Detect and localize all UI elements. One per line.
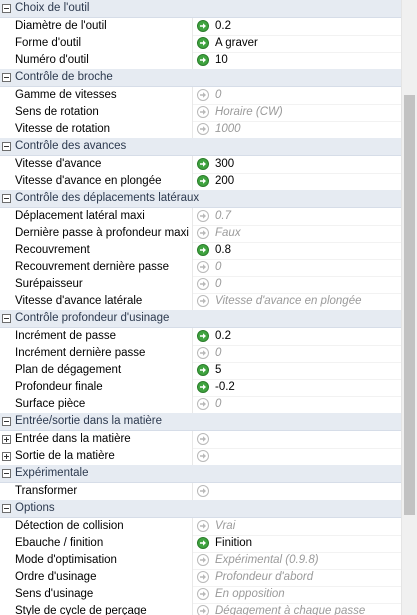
property-row-vitesse-d-avance[interactable] bbox=[0, 156, 401, 173]
property-value-cell[interactable] bbox=[193, 328, 401, 346]
property-row-deplacement-lateral-maxi[interactable] bbox=[0, 208, 401, 225]
grey-arrow-circle-icon[interactable] bbox=[197, 571, 209, 583]
property-name: Ebauche / finition bbox=[15, 537, 104, 549]
grey-arrow-circle-icon[interactable] bbox=[197, 398, 209, 410]
property-row-sens-d-usinage[interactable] bbox=[0, 586, 401, 603]
property-value[interactable]: 0 bbox=[215, 89, 222, 101]
property-value-cell[interactable] bbox=[193, 156, 401, 174]
property-name: Style de cycle de perçage bbox=[15, 605, 147, 615]
property-name: Incrément dernière passe bbox=[15, 347, 146, 359]
property-name-cell[interactable] bbox=[0, 569, 193, 587]
property-row-style-de-cycle-de-percage[interactable] bbox=[0, 603, 401, 615]
category-label: Expérimentale bbox=[15, 467, 89, 479]
collapse-icon[interactable] bbox=[2, 73, 11, 82]
property-name: Transformer bbox=[15, 485, 78, 497]
property-value-cell[interactable] bbox=[193, 173, 401, 191]
green-arrow-circle-icon[interactable] bbox=[197, 364, 209, 376]
property-name-cell[interactable] bbox=[0, 156, 193, 174]
property-name: Vitesse de rotation bbox=[15, 123, 111, 135]
property-row-derniere-passe-a-profondeur-maxi[interactable] bbox=[0, 225, 401, 242]
category-options[interactable] bbox=[0, 500, 401, 518]
property-name: Sens de rotation bbox=[15, 106, 99, 118]
property-name-cell[interactable] bbox=[0, 104, 193, 122]
property-value[interactable]: Finition bbox=[215, 537, 253, 549]
property-value-cell[interactable] bbox=[193, 431, 401, 449]
property-value[interactable]: Vitesse d'avance en plongée bbox=[215, 295, 362, 307]
property-name-cell[interactable] bbox=[0, 259, 193, 277]
property-row-ordre-d-usinage[interactable] bbox=[0, 569, 401, 586]
grey-arrow-circle-icon[interactable] bbox=[197, 554, 209, 566]
property-name-cell[interactable] bbox=[0, 483, 193, 501]
property-name-cell[interactable] bbox=[0, 173, 193, 191]
grey-arrow-circle-icon[interactable] bbox=[197, 605, 209, 615]
property-value-cell[interactable] bbox=[193, 603, 401, 615]
property-value-cell[interactable] bbox=[193, 586, 401, 604]
property-value-cell[interactable] bbox=[193, 104, 401, 122]
property-name: Diamètre de l'outil bbox=[15, 20, 107, 32]
property-value[interactable]: 0 bbox=[215, 398, 222, 410]
property-name: Vitesse d'avance en plongée bbox=[15, 175, 162, 187]
property-value-cell[interactable] bbox=[193, 259, 401, 277]
grey-arrow-circle-icon[interactable] bbox=[197, 106, 209, 118]
property-value-cell[interactable] bbox=[193, 345, 401, 363]
property-name-cell[interactable] bbox=[0, 552, 193, 570]
category-label: Choix de l'outil bbox=[15, 2, 90, 14]
property-value[interactable]: 0 bbox=[215, 347, 222, 359]
property-value[interactable]: A graver bbox=[215, 37, 258, 49]
property-row-entree-dans-la-matiere[interactable] bbox=[0, 431, 401, 448]
property-row-mode-d-optimisation[interactable] bbox=[0, 552, 401, 569]
property-row-increment-derniere-passe[interactable] bbox=[0, 345, 401, 362]
collapse-icon[interactable] bbox=[2, 4, 11, 13]
category-choix-de-l-outil[interactable] bbox=[0, 0, 401, 18]
property-value[interactable]: -0.2 bbox=[215, 381, 235, 393]
property-value[interactable]: En opposition bbox=[215, 588, 285, 600]
property-name: Déplacement latéral maxi bbox=[15, 210, 145, 222]
property-value[interactable]: 1000 bbox=[215, 123, 241, 135]
property-name-cell[interactable] bbox=[0, 35, 193, 53]
property-name: Dernière passe à profondeur maxi bbox=[15, 227, 189, 239]
grey-arrow-circle-icon[interactable] bbox=[197, 227, 209, 239]
green-arrow-circle-icon[interactable] bbox=[197, 158, 209, 170]
property-row-recouvrement-derniere-passe[interactable] bbox=[0, 259, 401, 276]
property-value-cell[interactable] bbox=[193, 448, 401, 466]
category-entree-sortie-dans-la-matiere[interactable] bbox=[0, 413, 401, 431]
category-label: Contrôle des avances bbox=[15, 140, 127, 152]
property-row-recouvrement[interactable] bbox=[0, 242, 401, 259]
grey-arrow-circle-icon[interactable] bbox=[197, 485, 209, 497]
grey-arrow-circle-icon[interactable] bbox=[197, 89, 209, 101]
property-row-transformer[interactable] bbox=[0, 483, 401, 500]
property-value-cell[interactable] bbox=[193, 52, 401, 70]
green-arrow-circle-icon[interactable] bbox=[197, 175, 209, 187]
property-name: Sens d'usinage bbox=[15, 588, 94, 600]
property-name: Entrée dans la matière bbox=[15, 433, 131, 445]
grey-arrow-circle-icon[interactable] bbox=[197, 123, 209, 135]
property-row-diametre-de-l-outil[interactable] bbox=[0, 18, 401, 35]
grey-arrow-circle-icon[interactable] bbox=[197, 588, 209, 600]
property-value-cell[interactable] bbox=[193, 396, 401, 414]
collapse-icon[interactable] bbox=[2, 194, 11, 203]
category-controle-des-avances[interactable] bbox=[0, 138, 401, 156]
property-name: Surface pièce bbox=[15, 398, 86, 410]
scrollbar-thumb[interactable] bbox=[404, 95, 415, 515]
property-value[interactable]: 10 bbox=[215, 54, 228, 66]
property-name: Plan de dégagement bbox=[15, 364, 122, 376]
green-arrow-circle-icon[interactable] bbox=[197, 537, 209, 549]
property-row-numero-d-outil[interactable] bbox=[0, 52, 401, 69]
property-value-cell[interactable] bbox=[193, 208, 401, 226]
category-label: Options bbox=[15, 502, 55, 514]
property-value[interactable]: Vrai bbox=[215, 520, 236, 532]
property-name-cell[interactable] bbox=[0, 431, 193, 449]
category-controle-de-broche[interactable] bbox=[0, 69, 401, 87]
property-name: Numéro d'outil bbox=[15, 54, 89, 66]
expand-icon[interactable] bbox=[2, 452, 11, 461]
property-row-detection-de-collision[interactable] bbox=[0, 518, 401, 535]
property-name-cell[interactable] bbox=[0, 293, 193, 311]
green-arrow-circle-icon[interactable] bbox=[197, 381, 209, 393]
property-row-vitesse-d-avance-en-plongee[interactable] bbox=[0, 173, 401, 190]
property-value-cell[interactable] bbox=[193, 87, 401, 105]
grey-arrow-circle-icon[interactable] bbox=[197, 210, 209, 222]
collapse-icon[interactable] bbox=[2, 142, 11, 151]
property-value-cell[interactable] bbox=[193, 293, 401, 311]
property-name-cell[interactable] bbox=[0, 87, 193, 105]
property-value-cell[interactable] bbox=[193, 225, 401, 243]
property-value[interactable]: 0.2 bbox=[215, 330, 231, 342]
grey-arrow-circle-icon[interactable] bbox=[197, 261, 209, 273]
grey-arrow-circle-icon[interactable] bbox=[197, 278, 209, 290]
property-name-cell[interactable] bbox=[0, 345, 193, 363]
category-label: Contrôle profondeur d'usinage bbox=[15, 312, 170, 324]
property-value-cell[interactable] bbox=[193, 379, 401, 397]
category-controle-profondeur-d-usinage[interactable] bbox=[0, 310, 401, 328]
property-value-cell[interactable] bbox=[193, 552, 401, 570]
property-name-cell[interactable] bbox=[0, 225, 193, 243]
property-row-surepaisseur[interactable] bbox=[0, 276, 401, 293]
property-row-profondeur-finale[interactable] bbox=[0, 379, 401, 396]
collapse-icon[interactable] bbox=[2, 469, 11, 478]
property-value[interactable]: 300 bbox=[215, 158, 235, 170]
green-arrow-circle-icon[interactable] bbox=[197, 244, 209, 256]
property-name-cell[interactable] bbox=[0, 396, 193, 414]
property-name: Forme d'outil bbox=[15, 37, 82, 49]
property-name: Mode d'optimisation bbox=[15, 554, 117, 566]
collapse-icon[interactable] bbox=[2, 504, 11, 513]
property-value-cell[interactable] bbox=[193, 518, 401, 536]
property-value[interactable]: Expérimental (0.9.8) bbox=[215, 554, 319, 566]
property-row-ebauche-finition[interactable] bbox=[0, 535, 401, 552]
green-arrow-circle-icon[interactable] bbox=[197, 54, 209, 66]
property-value[interactable]: Dégagement à chaque passe bbox=[215, 605, 366, 615]
property-name: Profondeur finale bbox=[15, 381, 103, 393]
property-row-increment-de-passe[interactable] bbox=[0, 328, 401, 345]
property-name-cell[interactable] bbox=[0, 52, 193, 70]
property-value-cell[interactable] bbox=[193, 35, 401, 53]
collapse-icon[interactable] bbox=[2, 314, 11, 323]
category-label: Contrôle de broche bbox=[15, 71, 113, 83]
green-arrow-circle-icon[interactable] bbox=[197, 20, 209, 32]
property-name-cell[interactable] bbox=[0, 276, 193, 294]
property-row-plan-de-degagement[interactable] bbox=[0, 362, 401, 379]
property-name-cell[interactable] bbox=[0, 328, 193, 346]
property-name: Recouvrement bbox=[15, 244, 90, 256]
property-name: Détection de collision bbox=[15, 520, 124, 532]
property-name-cell[interactable] bbox=[0, 362, 193, 380]
property-value-cell[interactable] bbox=[193, 121, 401, 139]
property-name: Incrément de passe bbox=[15, 330, 117, 342]
green-arrow-circle-icon[interactable] bbox=[197, 37, 209, 49]
grey-arrow-circle-icon[interactable] bbox=[197, 433, 209, 445]
grey-arrow-circle-icon[interactable] bbox=[197, 295, 209, 307]
property-name-cell[interactable] bbox=[0, 518, 193, 536]
property-value[interactable]: Horaire (CW) bbox=[215, 106, 283, 118]
category-label: Contrôle des déplacements latéraux bbox=[15, 192, 200, 204]
grey-arrow-circle-icon[interactable] bbox=[197, 347, 209, 359]
property-value[interactable]: 0 bbox=[215, 278, 222, 290]
property-name: Surépaisseur bbox=[15, 278, 83, 290]
category-controle-des-deplacements-lateraux[interactable] bbox=[0, 190, 401, 208]
property-name: Sortie de la matière bbox=[15, 450, 115, 462]
property-name-cell[interactable] bbox=[0, 18, 193, 36]
property-row-vitesse-d-avance-laterale[interactable] bbox=[0, 293, 401, 310]
property-value[interactable]: 5 bbox=[215, 364, 222, 376]
property-value[interactable]: 200 bbox=[215, 175, 235, 187]
property-value-cell[interactable] bbox=[193, 362, 401, 380]
vertical-scrollbar[interactable] bbox=[401, 0, 417, 615]
property-name-cell[interactable] bbox=[0, 603, 193, 615]
property-value-cell[interactable] bbox=[193, 242, 401, 260]
property-value[interactable]: Profondeur d'abord bbox=[215, 571, 314, 583]
property-value-cell[interactable] bbox=[193, 535, 401, 553]
category-label: Entrée/sortie dans la matière bbox=[15, 415, 163, 427]
category-experimentale[interactable] bbox=[0, 465, 401, 483]
property-name-cell[interactable] bbox=[0, 535, 193, 553]
property-value[interactable]: 0 bbox=[215, 261, 222, 273]
property-value-cell[interactable] bbox=[193, 483, 401, 501]
grey-arrow-circle-icon[interactable] bbox=[197, 450, 209, 462]
property-value-cell[interactable] bbox=[193, 18, 401, 36]
property-row-gamme-de-vitesses[interactable] bbox=[0, 87, 401, 104]
property-row-vitesse-de-rotation[interactable] bbox=[0, 121, 401, 138]
property-name-cell[interactable] bbox=[0, 208, 193, 226]
property-value[interactable]: 0.7 bbox=[215, 210, 231, 222]
expand-icon[interactable] bbox=[2, 435, 11, 444]
property-value-cell[interactable] bbox=[193, 569, 401, 587]
property-name-cell[interactable] bbox=[0, 242, 193, 260]
property-row-surface-piece[interactable] bbox=[0, 396, 401, 413]
property-value[interactable]: Faux bbox=[215, 227, 241, 239]
property-name-cell[interactable] bbox=[0, 448, 193, 466]
collapse-icon[interactable] bbox=[2, 417, 11, 426]
property-name: Ordre d'usinage bbox=[15, 571, 97, 583]
property-name-cell[interactable] bbox=[0, 121, 193, 139]
grey-arrow-circle-icon[interactable] bbox=[197, 520, 209, 532]
property-name: Vitesse d'avance bbox=[15, 158, 102, 170]
property-name-cell[interactable] bbox=[0, 586, 193, 604]
property-name: Recouvrement dernière passe bbox=[15, 261, 170, 273]
property-name: Vitesse d'avance latérale bbox=[15, 295, 143, 307]
green-arrow-circle-icon[interactable] bbox=[197, 330, 209, 342]
property-row-sens-de-rotation[interactable] bbox=[0, 104, 401, 121]
property-value-cell[interactable] bbox=[193, 276, 401, 294]
property-row-sortie-de-la-matiere[interactable] bbox=[0, 448, 401, 465]
property-name-cell[interactable] bbox=[0, 379, 193, 397]
property-row-forme-d-outil[interactable] bbox=[0, 35, 401, 52]
property-name: Gamme de vitesses bbox=[15, 89, 117, 101]
property-value[interactable]: 0.2 bbox=[215, 20, 231, 32]
property-value[interactable]: 0.8 bbox=[215, 244, 231, 256]
